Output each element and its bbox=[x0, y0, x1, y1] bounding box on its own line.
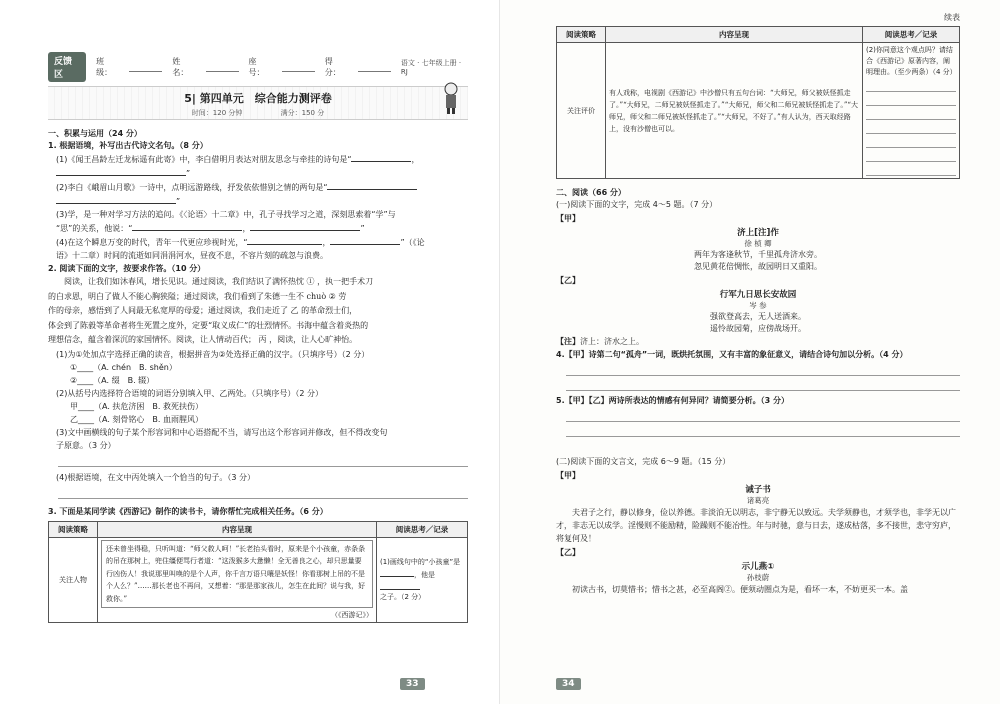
note-line-3[interactable] bbox=[866, 111, 956, 120]
q1-4-text-b: ”（《论 bbox=[400, 238, 425, 247]
page-number-left: 33 bbox=[400, 678, 425, 690]
q1-3: (3)学，是一种对学习方法的追问。《〈论语〉十二章》中，孔子寻找学习之道，深刻思索着“学”与 “思”的关系，他说：“ ， ” bbox=[56, 210, 396, 233]
poem-1-line-1: 两年为客逢秋节，千里孤舟济水旁。 bbox=[694, 250, 822, 259]
prose-2-author: 孙枝蔚 bbox=[746, 573, 770, 582]
q1-3-text-b: “思”的关系，他说：“ bbox=[56, 224, 133, 233]
th-notes-2: 阅读思考／记录 bbox=[863, 27, 960, 43]
feedback-badge: 反馈区 bbox=[48, 52, 86, 82]
question-3: 3. 下面是某同学读《西游记》制作的读书卡，请你帮忙完成相关任务。（6 分） bbox=[48, 506, 328, 516]
prose-1-text: 夫君子之行，静以修身，俭以养德。非淡泊无以明志，非宁静无以致远。夫学须静也，才须学也，非学无以广才，非志无以成学。淫慢则不能励精，险躁则不能冶性。年与时驰，意与日去，遂成枯落，多不接世，悲守穷庐，将复何及！ bbox=[556, 508, 956, 543]
tag-jia-2: 【甲】 bbox=[556, 471, 580, 480]
note-text-c: 之子。（2 分） bbox=[380, 593, 426, 602]
reading-1-intro: (一)阅读下面的文字，完成 4～5 题。（7 分） bbox=[556, 200, 718, 209]
exam-meta bbox=[48, 108, 468, 118]
q1-3-blank-a[interactable] bbox=[132, 221, 242, 231]
score-field-label: 得分： bbox=[324, 57, 341, 77]
row-notes bbox=[377, 537, 468, 623]
prose-1-author: 诸葛亮 bbox=[746, 496, 770, 505]
seat-field-label: 座号： bbox=[248, 57, 265, 77]
note-line-5[interactable] bbox=[866, 139, 956, 148]
name-field-label: 姓名： bbox=[172, 57, 189, 77]
q1-2-blank-a[interactable] bbox=[327, 180, 417, 190]
question-5: 5.【甲】【乙】两诗所表达的情感有何异同？请简要分析。（3 分） bbox=[556, 396, 789, 405]
q5-answer-line-1[interactable] bbox=[566, 411, 960, 422]
note-line-2[interactable] bbox=[866, 97, 956, 106]
row-strategy: 关注人物 bbox=[49, 537, 98, 623]
row-content-2 bbox=[606, 43, 863, 179]
tag-jia: 【甲】 bbox=[556, 214, 580, 223]
q1-3-text-a: (3)学，是一种对学习方法的追问。《〈论语〉十二章》中，孔子寻找学习之道，深刻思索着“学”与 bbox=[56, 210, 396, 219]
subject-label: 语文 · 七年级上册 · RJ bbox=[400, 59, 462, 76]
excerpt-text: 还未曾坐得稳，只听叫道：“师父救人呵！”长老抬头看时，原来是个小孩童，赤条条的吊在那树上，兜住缰便骂行者道：“这泼猴多大惫懒！全无善良之心，却只思量要行凶伤人！我说那里叫唤的是个人声，你千言万语只嚷是妖怪！你看那树上吊的不是个人么？”……那长老也不再问，又想着：“那是那家孩儿，怎生在此间？说与我，好救你。” bbox=[101, 540, 373, 609]
full-score-label: 满分：150 分 bbox=[280, 109, 325, 117]
excerpt-text-2: 有人戏称，电视剧《西游记》中沙僧只有五句台词：“大师兄，师父被妖怪抓走了。”“大师兄，二师兄被妖怪抓走了。”“大师兄，师父和二师兄被妖怪抓走了。”“大师兄，师父和二师兄被妖怪抓走了。”“大师兄，不好了。”有人认为，西天取经路上，没有沙僧也可以。 bbox=[609, 88, 858, 133]
mascot-icon bbox=[440, 81, 462, 115]
q1-1-blank-b[interactable] bbox=[56, 166, 186, 176]
q2-2: (2)从括号内选择符合语境的词语分别填入甲、乙两处。（只填序号）（2 分） bbox=[56, 388, 323, 398]
poem-2-line-1: 强欲登高去，无人送酒来。 bbox=[710, 312, 806, 321]
time-label: 时间：120 分钟 bbox=[191, 109, 243, 117]
note-line-4[interactable] bbox=[866, 125, 956, 134]
note-line-6[interactable] bbox=[866, 153, 956, 162]
q1-1-blank-a[interactable] bbox=[351, 152, 411, 162]
poem-2-author: 岑 参 bbox=[749, 301, 767, 310]
th-notes: 阅读思考／记录 bbox=[377, 521, 468, 537]
q2-2-option-a[interactable]: 甲____（A. 扶危济困 B. 救死扶伤） bbox=[70, 401, 203, 411]
q2-2-option-b[interactable]: 乙____（A. 刻骨铭心 B. 血雨腥风） bbox=[70, 414, 203, 424]
th-strategy-2: 阅读策略 bbox=[557, 27, 606, 43]
page-number-right: 34 bbox=[556, 678, 581, 690]
q1-2-text: (2)李白《峨眉山月歌》一诗中，点明远游路线，抒发依依惜别之情的两句是“ bbox=[56, 183, 328, 192]
continued-label: 续表 bbox=[944, 13, 960, 22]
q1-1-text: (1)《闻王昌龄左迁龙标遥有此寄》中，李白借明月表达对朋友思念与牵挂的诗句是“ bbox=[56, 155, 352, 164]
note-line-7[interactable] bbox=[866, 167, 956, 176]
question-2: 2. 阅读下面的文字，按要求作答。（10 分） bbox=[48, 264, 206, 273]
q1-2-blank-b[interactable] bbox=[56, 194, 176, 204]
q2-4: (4)根据语境，在文中丙处填入一个恰当的句子。（3 分） bbox=[56, 472, 255, 482]
q1-1-end: ” bbox=[186, 169, 191, 178]
prose-1-title: 诫子书 bbox=[745, 485, 771, 495]
excerpt-source: （《西游记》） bbox=[331, 611, 373, 619]
right-page bbox=[500, 0, 1000, 704]
note-text: 济上：济水之上。 bbox=[580, 337, 644, 346]
note-line-1[interactable] bbox=[866, 83, 956, 92]
q1-2-end: ” bbox=[176, 197, 181, 206]
q2-3 bbox=[48, 426, 468, 452]
name-field-line[interactable] bbox=[206, 63, 239, 72]
seat-field-line[interactable] bbox=[282, 63, 315, 72]
tag-yi-2: 【乙】 bbox=[556, 548, 580, 557]
q2-3-text-a: (3)文中画横线的句子某个形容词和中心语搭配不当，请写出这个形容词并修改，但不得改变句 bbox=[56, 427, 388, 437]
section-1-heading: 一、积累与运用（24 分） bbox=[48, 129, 142, 138]
poem-2-title: 行军九日思长安故园 bbox=[719, 290, 797, 300]
class-field-line[interactable] bbox=[129, 63, 162, 72]
q2-passage-line-5: 理想信念，蕴含着深沉的家国情怀。阅读，让人情动百代； 丙 ，阅读，让人心旷神怡。 bbox=[48, 335, 358, 344]
th-content: 内容呈现 bbox=[98, 521, 377, 537]
prose-2-title: 示儿燕① bbox=[741, 562, 775, 572]
question-4: 4.【甲】诗第二句“孤舟”一词，既烘托氛围，又有丰富的象征意义，请结合诗句加以分析。（4 分） bbox=[556, 350, 908, 359]
q2-passage-line-3: 作的母亲，感悟到了人间最无私宽厚的母爱；通过阅读，我们走近了 乙 的革命烈士们， bbox=[48, 306, 358, 315]
tag-yi: 【乙】 bbox=[556, 276, 580, 285]
score-field-line[interactable] bbox=[358, 63, 391, 72]
row-content bbox=[98, 537, 377, 623]
q1-1-comma: ， bbox=[411, 155, 420, 164]
note-blank-a[interactable] bbox=[380, 567, 414, 577]
q1-4: (4)在这个瞬息万变的时代，青年一代更应珍视时光，“ ， ”（《论 语》十二章）时间的流逝如同涓涓河水，昼夜不息，不容片刻的疏忽与浪费。 bbox=[48, 235, 468, 262]
q4-answer-line-1[interactable] bbox=[566, 365, 960, 376]
prose-2-text: 初读古书，切莫惜书；惜书之甚，必至高阁②。便须动圈点为是，看坏一本，不妨更买一本。盖 bbox=[572, 585, 908, 594]
question-1: 1. 根据语境，补写出古代诗文名句。（8 分） bbox=[48, 141, 208, 150]
q1-4-blank-b[interactable] bbox=[330, 235, 400, 245]
q2-1: (1)为①处加点字选择正确的读音，根据拼音为②处选择正确的汉字。（只填序号）（2 分） bbox=[56, 349, 370, 359]
q1-2 bbox=[48, 180, 468, 208]
q2-passage-line-2: 的白求恩，明白了做人不能心胸狭隘；通过阅读，我们看到了朱德一生不 chuò ② 劳 bbox=[48, 291, 347, 301]
poem-2-line-2: 遥怜故园菊，应傍战场开。 bbox=[710, 324, 806, 333]
q5-answer-line-2[interactable] bbox=[566, 426, 960, 437]
header-bar bbox=[48, 52, 468, 82]
note-label: 【注】 bbox=[556, 337, 580, 346]
q1-3-blank-b[interactable] bbox=[250, 221, 360, 231]
q2-3-text-b: 子原意。（3 分） bbox=[56, 440, 116, 450]
poem-note bbox=[556, 335, 960, 348]
q2-passage-line-1: 阅读，让我们如沐春风，增长见识。通过阅读，我们结识了满怀热忱 ① ，执一把手术刀 bbox=[64, 277, 374, 286]
q1-4-blank-a[interactable] bbox=[247, 235, 322, 245]
note-blank-b[interactable] bbox=[380, 580, 420, 590]
class-field-label: 班级： bbox=[96, 57, 113, 77]
reading-card-table bbox=[48, 521, 468, 624]
poem-1-title: 济上[注]作 bbox=[737, 228, 779, 238]
q2-1-option-b[interactable]: ②____（A. 缀 B. 辍） bbox=[70, 375, 155, 385]
th-content-2: 内容呈现 bbox=[606, 27, 863, 43]
th-strategy: 阅读策略 bbox=[49, 521, 98, 537]
q4-answer-line-2[interactable] bbox=[566, 380, 960, 391]
q2-1-option-a[interactable]: ①____（A. chén B. shěn） bbox=[70, 362, 177, 372]
poem-1-line-2: 忽见黄花倍惆怅，故园明日又重阳。 bbox=[694, 262, 822, 271]
q1-1 bbox=[48, 152, 468, 180]
row-strategy-2: 关注评价 bbox=[557, 43, 606, 179]
note-question-2: (2)你同意这个观点吗？请结合《西游记》原著内容，阐明理由。（至少两条）（4 分） bbox=[866, 46, 957, 76]
exam-title: 5| 第四单元 综合能力测评卷 bbox=[184, 92, 332, 105]
reading-card-table-continued bbox=[556, 26, 960, 179]
q2-4-answer-line[interactable] bbox=[58, 488, 468, 499]
q2-3-answer-line[interactable] bbox=[58, 456, 468, 467]
title-band bbox=[48, 86, 468, 120]
q2-passage bbox=[48, 275, 468, 348]
q1-4-text-a: (4)在这个瞬息万变的时代，青年一代更应珍视时光，“ bbox=[56, 238, 248, 247]
note-text-a: (1)画线句中的“小孩童”是 bbox=[380, 558, 461, 567]
q1-3-end: ” bbox=[360, 224, 365, 233]
poem-1-author: 徐 桢 卿 bbox=[744, 239, 772, 248]
note-text-b: ，他是 bbox=[414, 571, 435, 580]
reading-2-intro: (二)阅读下面的文言文，完成 6～9 题。（15 分） bbox=[556, 457, 731, 466]
section-2-heading: 二、阅读（66 分） bbox=[556, 188, 626, 197]
q1-4-text-c: 语》十二章）时间的流逝如同涓涓河水，昼夜不息，不容片刻的疏忽与浪费。 bbox=[56, 251, 328, 260]
row-notes-2 bbox=[863, 43, 960, 179]
q2-passage-line-4: 体会到了陈毅等革命者将生死置之度外，定要“取义成仁”的壮烈情怀。书海中蕴含着炎热的 bbox=[48, 320, 369, 330]
